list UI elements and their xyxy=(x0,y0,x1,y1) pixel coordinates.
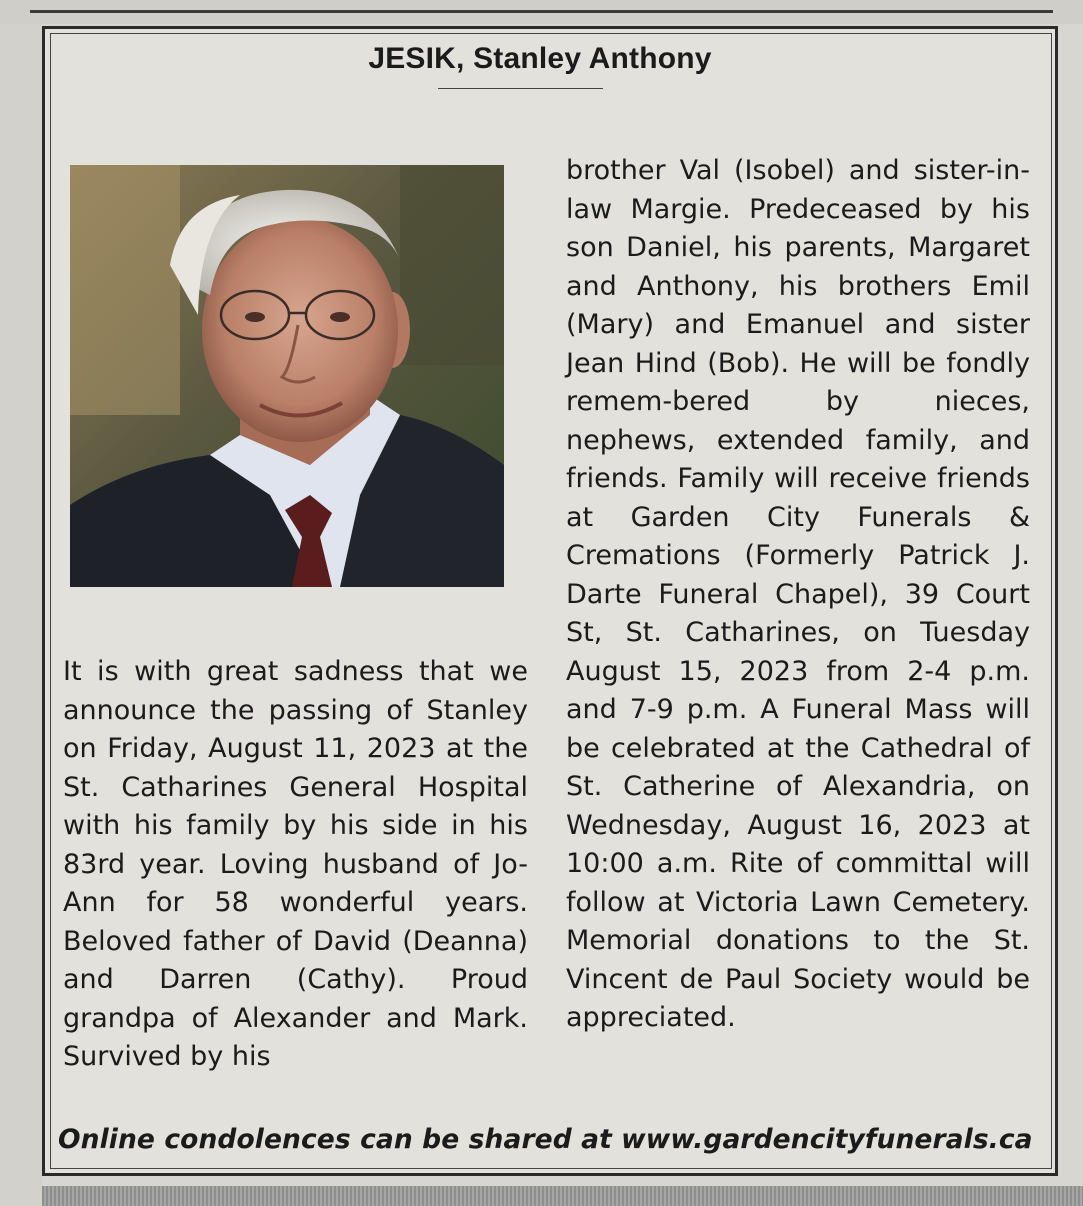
obituary-text-right: brother Val (Isobel) and sister-in-law Margie. Predeceased by his son Daniel, his parents, Margaret and Anthony, his brothers Emil (Mary) and Emanuel and sister Jean Hind (Bob). He will be fondly remem-bered by nieces, nephews, extended family, and friends. Family will receive friends at Garden City Funerals & Cremations (Formerly Patrick J. Darte Funeral Chapel), 39 Court St, St. Catharines, on Tuesday August 15, 2023 from 2-4 p.m. and 7-9 p.m. A Funeral Mass will be celebrated at the Cathedral of St. Catherine of Alexandria, on Wednesday, August 16, 2023 at 10:00 a.m. Rite of committal will follow at Victoria Lawn Cemetery. Memorial donations to the St. Vincent de Paul Society would be appreciated. xyxy=(566,155,1030,1033)
bottom-border xyxy=(42,1186,1083,1206)
portrait-photo xyxy=(70,165,504,587)
obituary-column-right xyxy=(566,152,1030,1038)
obituary-text-left: It is with great sadness that we announce the passing of Stanley on Friday, August 11, 2023 at the St. Catharines General Hospital with his family by his side in his 83rd year. Loving husband of Jo-Ann for 58 wonderful years. Beloved father of David (Deanna) and Darren (Cathy). Proud grandpa of Alexander and Mark. Survived by his xyxy=(63,656,528,1072)
title-underline xyxy=(438,88,603,89)
top-border xyxy=(0,0,1083,24)
online-condolences-note: Online condolences can be shared at www.gardencityfunerals.ca xyxy=(58,1124,1033,1155)
obituary-title: JESIK, Stanley Anthony xyxy=(368,42,712,75)
obituary-column-left xyxy=(63,653,528,1077)
page-gutter xyxy=(0,24,42,1206)
